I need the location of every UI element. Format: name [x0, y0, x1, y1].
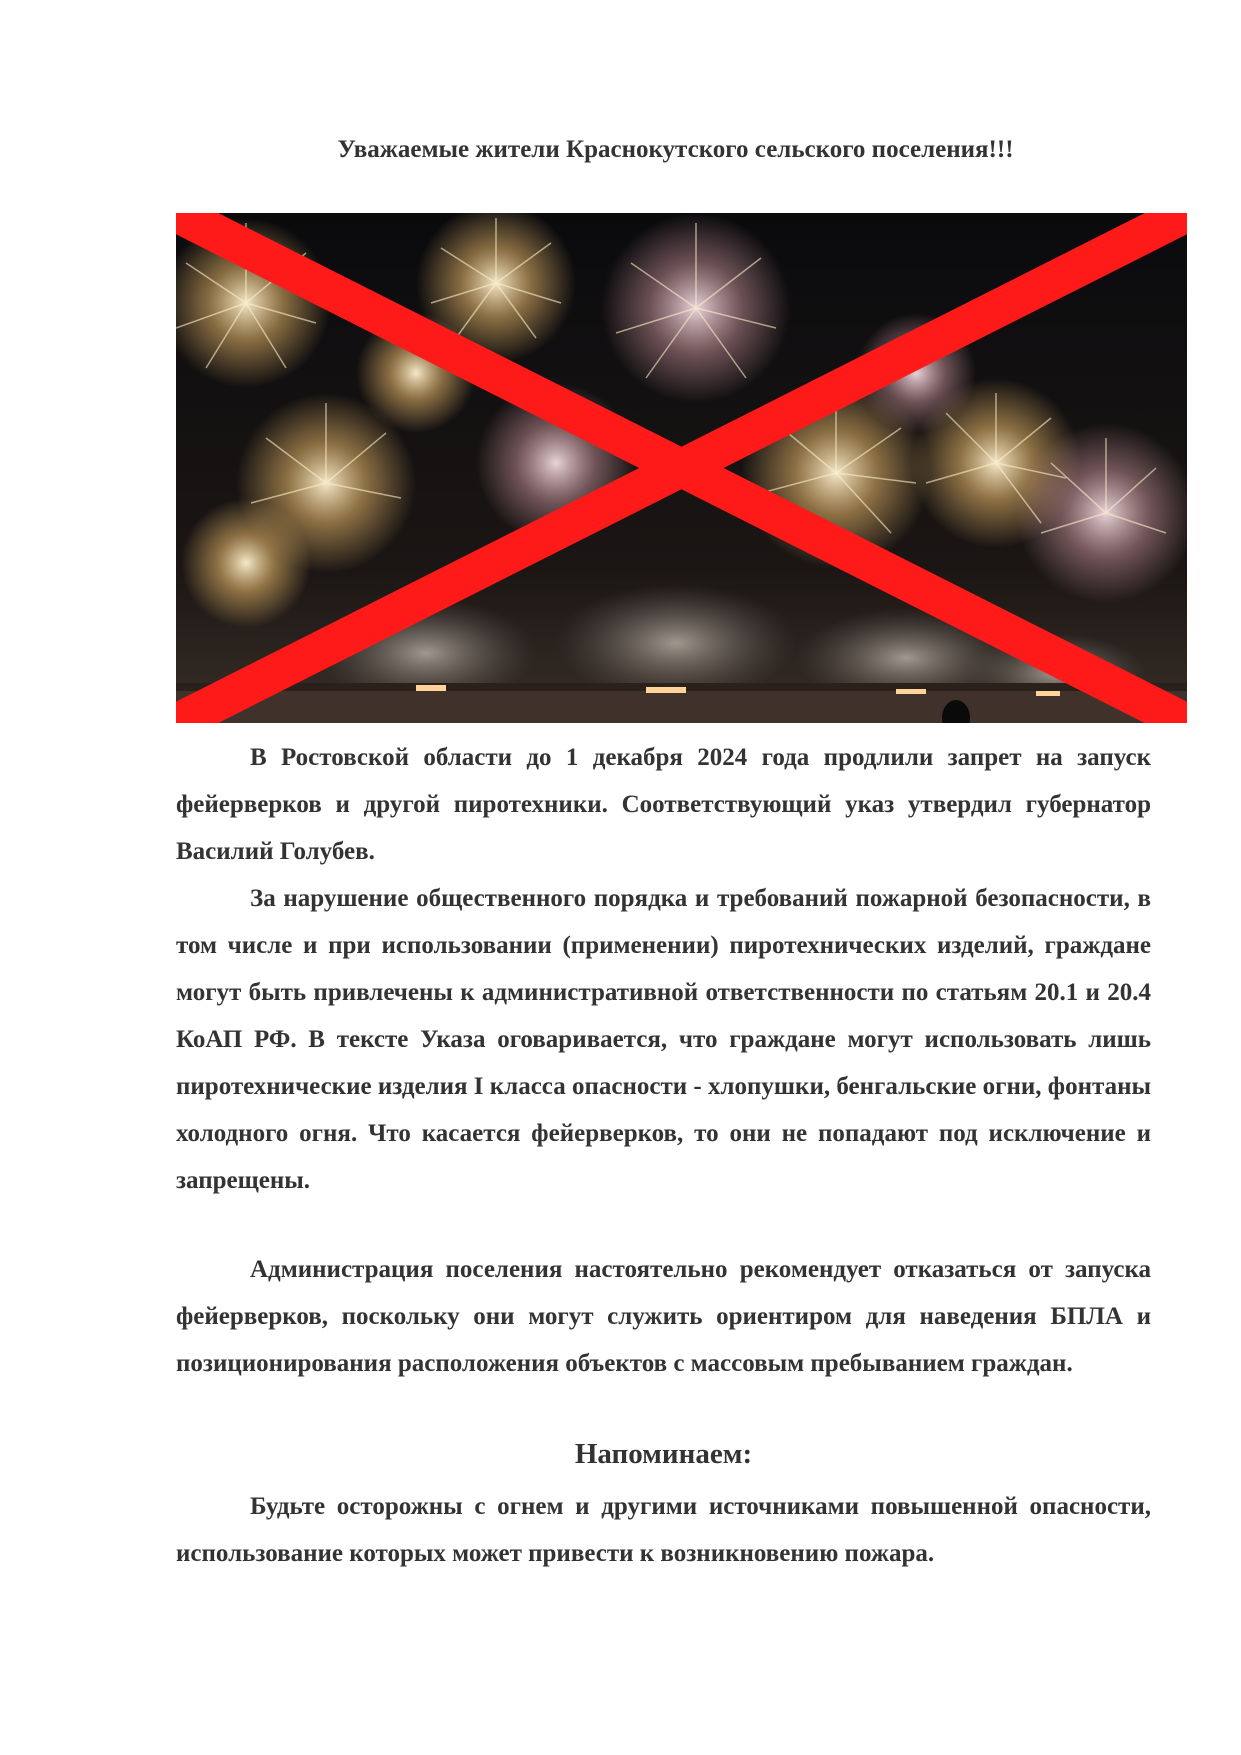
paragraph-liability: За нарушение общественного порядка и требований пожарной безопасности, в том числе и при использовании (применении) пиротехнических изделий, граждане могут быть привлечены к административной ответственности по статьям 20.1 и 20.4 КоАП РФ. В тексте Указа оговаривается, что граждане могут использовать лишь пиротехнические изделия I класса опасности - хлопушки, бенгальские огни, фонтаны холодного огня. Что касается фейерверков, то они не попадают под исключение и запрещены. — [176, 885, 1151, 1194]
fireworks-photo-icon — [176, 213, 1187, 723]
paragraph-fire-safety: Будьте осторожны с огнем и другими источниками повышенной опасности, использование которых может привести к возникновению пожара. — [176, 1493, 1151, 1567]
page-title: Уважаемые жители Краснокутского сельского поселения!!! — [337, 136, 1014, 163]
crossed-out-fireworks-image — [176, 213, 1187, 723]
reminder-heading: Напоминаем: — [574, 1438, 753, 1470]
paragraph-recommendation: Администрация поселения настоятельно рекомендует отказаться от запуска фейерверков, поскольку они могут служить ориентиром для наведения БПЛА и позиционирования расположения объектов с массовым пребыванием граждан. — [176, 1256, 1151, 1377]
paragraph-ban-extension: В Ростовской области до 1 декабря 2024 года продлили запрет на запуск фейерверков и другой пиротехники. Соответствующий указ утвердил губернатор Василий Голубев. — [176, 744, 1151, 865]
